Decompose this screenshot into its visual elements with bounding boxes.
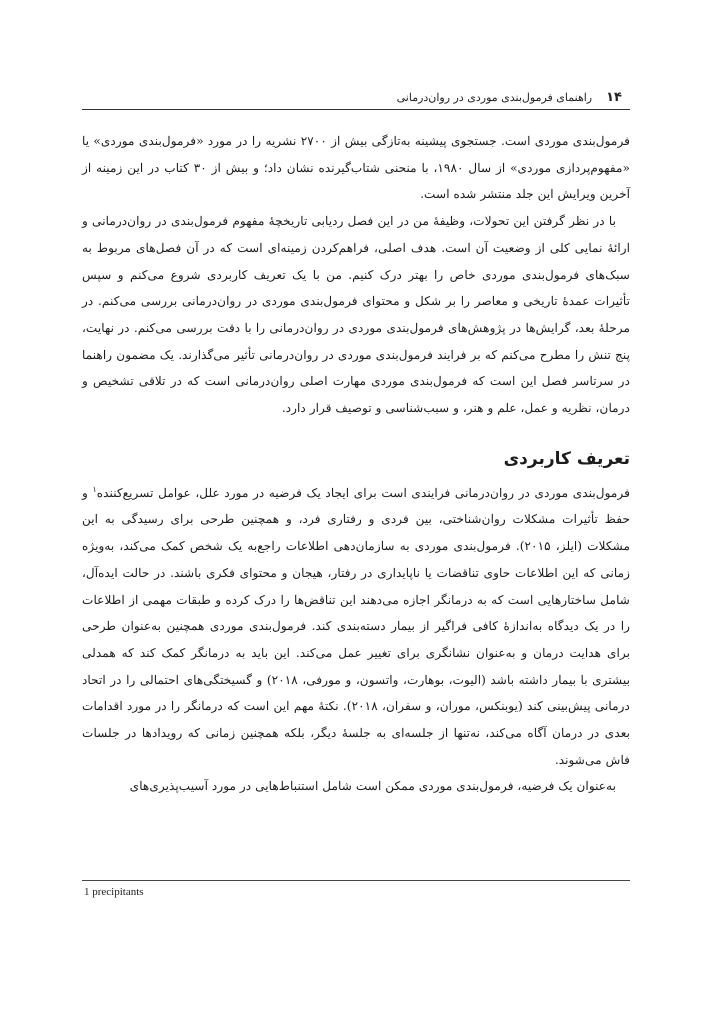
section-paragraph-1-start: فرمول‌بندی موردی در روان‌درمانی فرایندی است برای ایجاد یک فرضیه در مورد علل، عوامل تسریع‌کننده <box>96 485 630 500</box>
header-rule <box>82 109 630 110</box>
body-text <box>82 128 630 800</box>
page-number: ۱۴ <box>606 90 622 105</box>
running-title: راهنمای فرمول‌بندی موردی در روان‌درمانی <box>396 91 593 104</box>
paragraph-1: فرمول‌بندی موردی است. جستجوی پیشینه به‌تازگی بیش از ۲۷۰۰ نشریه را در مورد «فرمول‌بندی موردی» یا «مفهوم‌پردازی موردی» از سال ۱۹۸۰، با منحنی شتاب‌گیرنده نشان داد؛ و بیش از ۳۰ کتاب در این زمینه از آخرین ویرایش این جلد منتشر شده است. <box>82 134 631 202</box>
footnote-marker: ۱ <box>92 484 97 494</box>
footnote: 1 precipitants <box>84 886 144 898</box>
section-paragraph-2: به‌عنوان یک فرضیه، فرمول‌بندی موردی ممکن است شامل استنباط‌هایی در مورد آسیب‌پذیری‌های <box>129 779 616 794</box>
running-header <box>397 90 622 105</box>
section-heading: تعریف کاربردی <box>503 448 630 469</box>
section-paragraph-1-rest: و حفظ تأثیرات مشکلات روان‌شناختی، بین فردی و رفتاری فرد، و همچنین طرحی برای رسیدگی به این مشکلات (ایلز، ۲۰۱۵). فرمول‌بندی موردی به سازمان‌دهی اطلاعات راجع‌به یک شخص کمک می‌کند، به‌ویژه زمانی که این اطلاعات حاوی تناقضات یا ناپایداری در رفتار، هیجان و محتوای فکری باشند. در حالت ایده‌آل، شامل ساختارهایی است که به درمانگر اجازه می‌دهند این تناقض‌ها را درک کرده و طبقات مهمی از اطلاعات را در یک دیدگاه به‌اندازهٔ کافی فراگیر از بیمار دسته‌بندی کند. فرمول‌بندی موردی همچنین به‌عنوان طرحی برای هدایت درمان و به‌عنوان نشانگری برای تغییر عمل می‌کند. این باید به درمانگر کمک کند که همدلی بیشتری با بیمار داشته باشد (الیوت، بوهارت، واتسون، و مورفی، ۲۰۱۸) و گسیختگی‌های احتمالی را در اتحاد درمانی پیش‌بینی کند (یوبنکس، موران، و سفران، ۲۰۱۸). نکتهٔ مهم این است که درمانگر را در مورد اقدامات بعدی در درمان آگاه می‌کند، نه‌تنها از جلسه‌ای به جلسهٔ دیگر، بلکه همچنین زمانی که رویدادها در جلسات فاش می‌شوند. <box>82 485 630 767</box>
section-paragraph-1 <box>82 480 630 774</box>
footnote-rule <box>82 880 630 881</box>
paragraph-2: با در نظر گرفتن این تحولات، وظیفهٔ من در این فصل ردیابی تاریخچهٔ مفهوم فرمول‌بندی در روان‌درمانی و ارائهٔ نمایی کلی از وضعیت آن است. هدف اصلی، فراهم‌کردن زمینه‌ای است که در آن فصل‌های مربوط به سبک‌های فرمول‌بندی موردی خاص را بهتر درک کنیم. من با یک تعریف کاربردی شروع می‌کنم و سپس تأثیرات عمدهٔ تاریخی و معاصر را بر شکل و محتوای فرمول‌بندی موردی در روان‌درمانی بررسی می‌کنم. در مرحلهٔ بعد، گرایش‌ها در پژوهش‌های فرمول‌بندی موردی در روان‌درمانی را با دقت بررسی می‌کنم. در نهایت، پنج تنش را مطرح می‌کنم که بر فرایند فرمول‌بندی موردی در روان‌درمانی تأثیر می‌گذارند. یک مضمون راهنما در سرتاسر فصل این است که فرمول‌بندی موردی مهارت اصلی روان‌درمانی است که در تلاقی تشخیص و درمان، نظریه و عمل، علم و هنر، و سبب‌شناسی و توصیف قرار دارد. <box>82 214 630 416</box>
